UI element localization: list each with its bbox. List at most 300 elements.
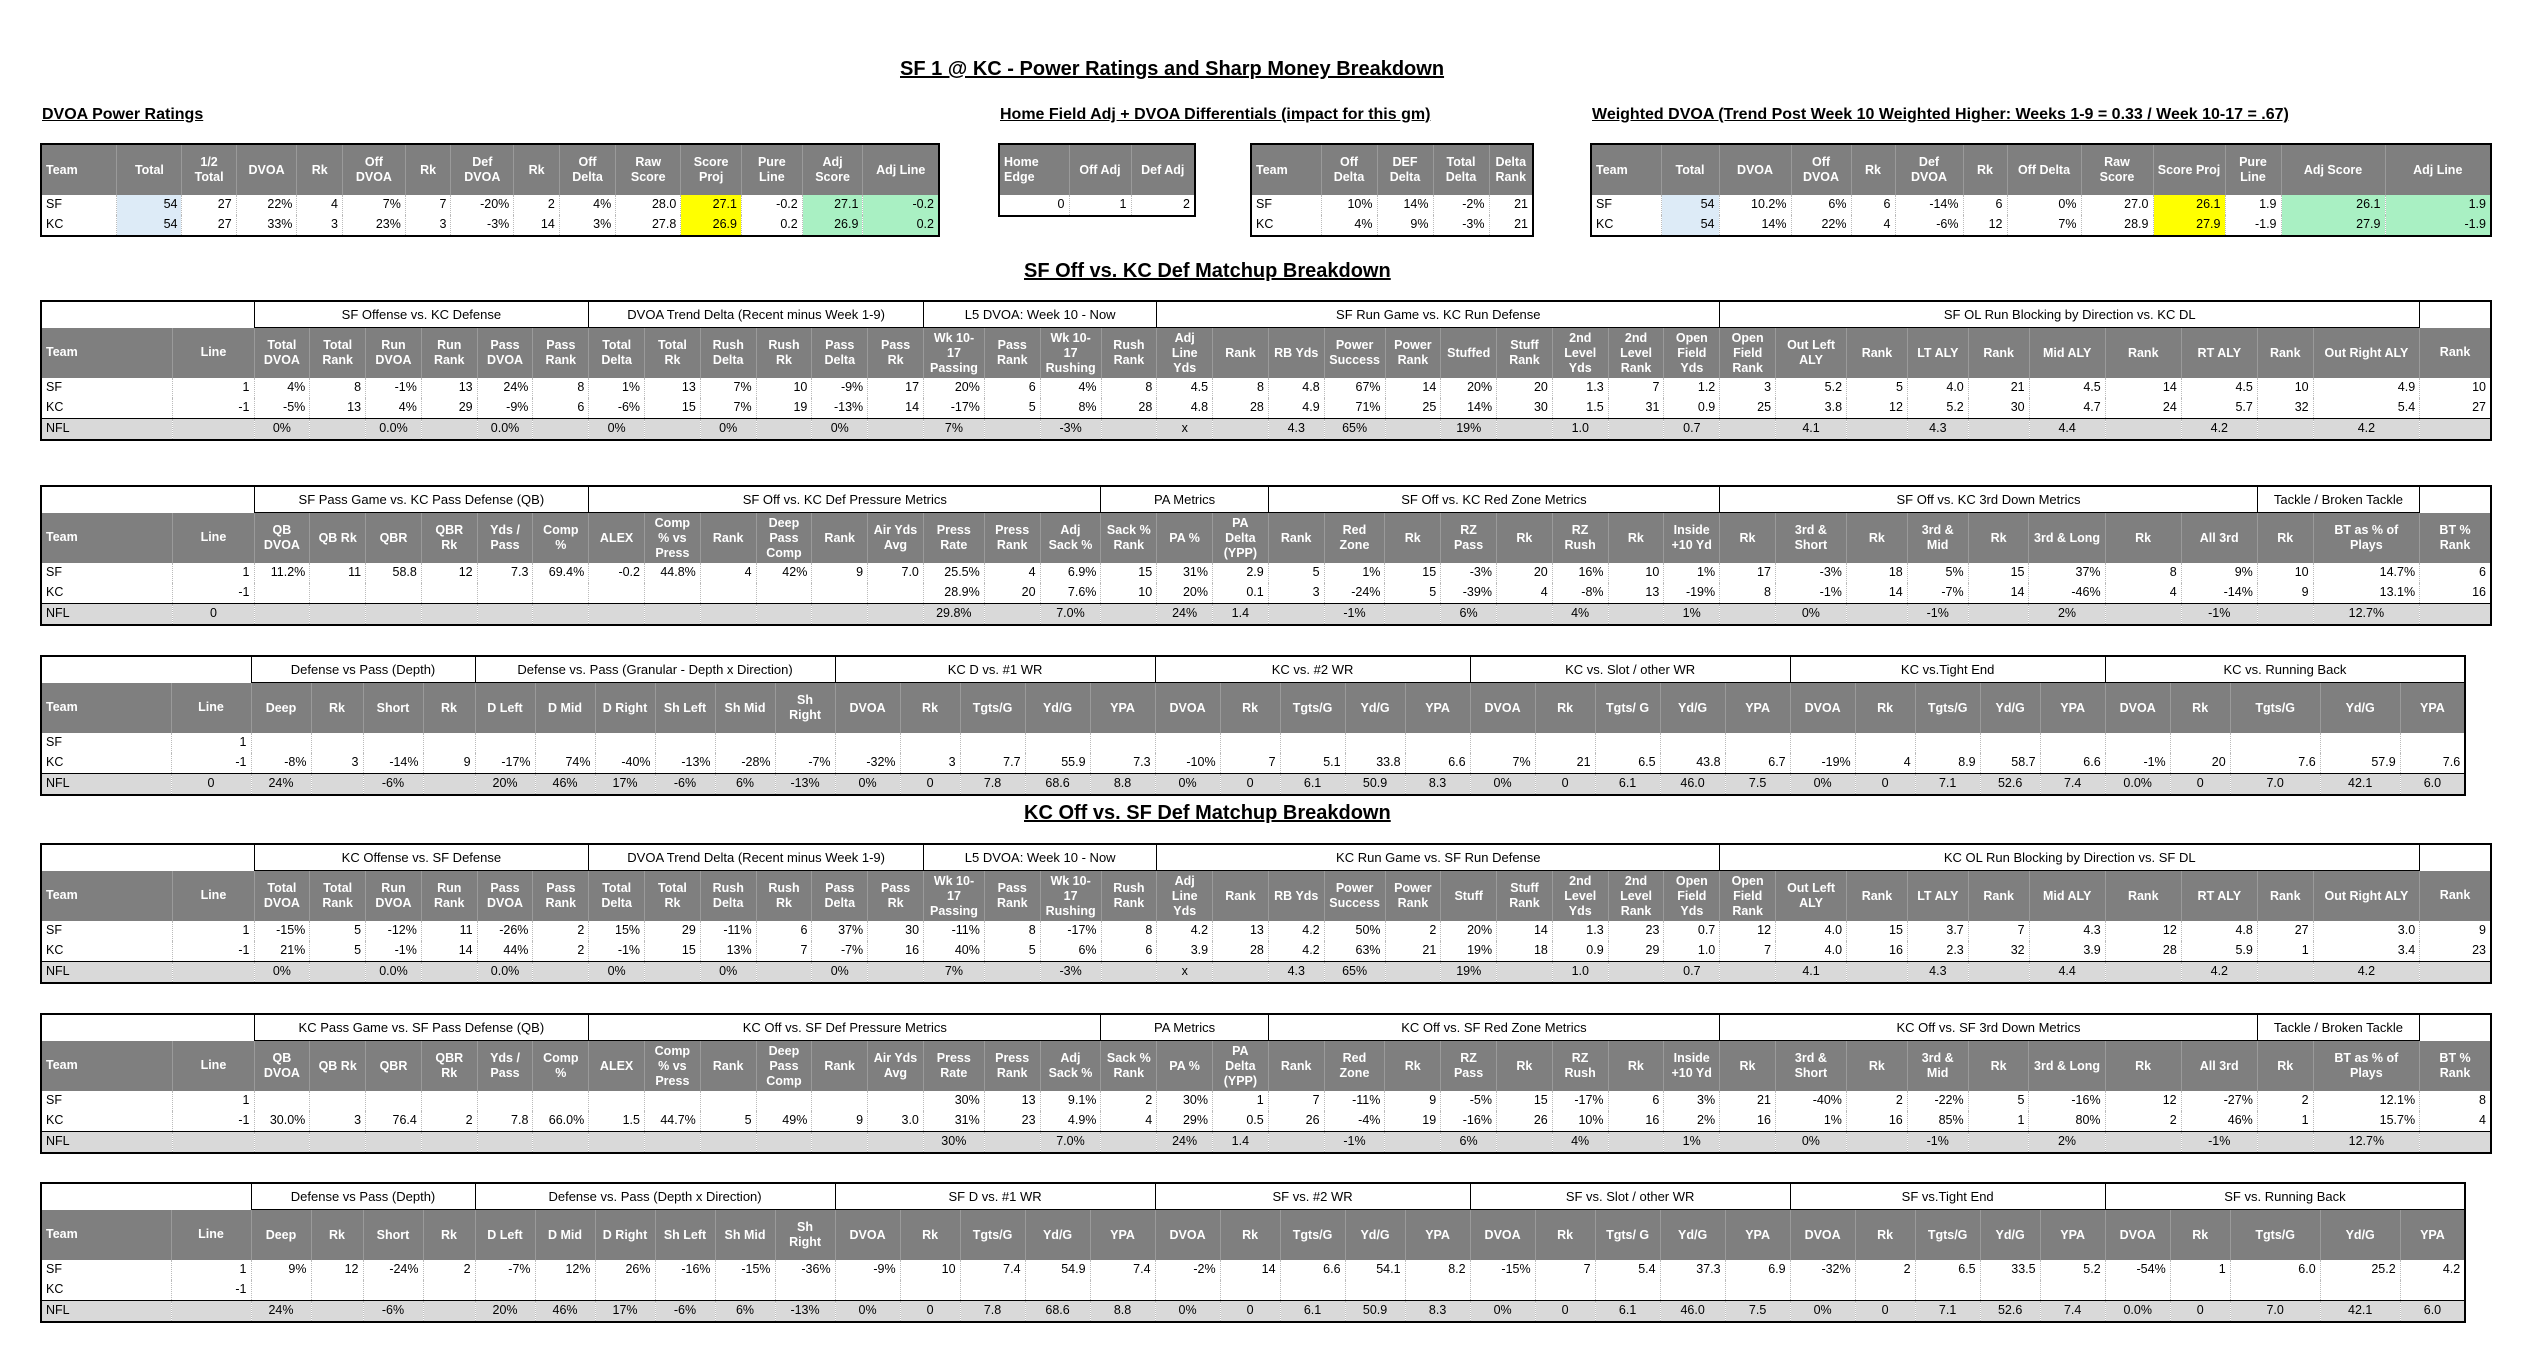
column-header: DVOA: [1155, 683, 1220, 734]
column-header: 3rd & Long: [2029, 1041, 2105, 1092]
table-cell: 13: [645, 378, 701, 398]
column-header: QB Rk: [310, 1041, 366, 1092]
table-cell: [2105, 962, 2181, 984]
table-cell: 29: [1608, 941, 1664, 962]
table-cell: [310, 962, 366, 984]
table-cell: [475, 1280, 535, 1301]
table-cell: 14%: [1441, 398, 1497, 419]
table-cell: [171, 1301, 251, 1323]
column-header: Stuff Rank: [1497, 871, 1553, 922]
column-header: Off Delta: [559, 144, 615, 195]
column-header: Total Rk: [645, 871, 701, 922]
table-cell: [1847, 962, 1908, 984]
column-header: 2nd Level Rank: [1608, 871, 1664, 922]
table-cell: [1720, 604, 1776, 626]
table-cell: [2040, 733, 2105, 753]
table-cell: [421, 583, 477, 604]
table-row: [41, 1091, 2491, 1111]
table-cell: 7: [1268, 1091, 1324, 1111]
table-cell: 4.8: [1157, 398, 1213, 419]
table-cell: [533, 1091, 589, 1111]
table-cell: 8: [1720, 583, 1776, 604]
column-header: PA %: [1157, 513, 1213, 564]
table-cell: 24%: [251, 1301, 311, 1323]
column-header: 3rd & Mid: [1907, 1041, 1968, 1092]
table-cell: -28%: [715, 753, 775, 774]
table-cell: 6%: [715, 1301, 775, 1323]
table-cell: [756, 583, 812, 604]
table-cell: [1720, 962, 1776, 984]
table-cell: -1%: [366, 378, 422, 398]
table-cell: 14: [514, 215, 560, 236]
table-cell: 0.0%: [477, 419, 533, 441]
table-cell: 8: [2105, 563, 2181, 583]
group-header: Defense vs Pass (Depth): [251, 656, 475, 683]
table-cell: 4.3: [1907, 962, 1968, 984]
table-cell: [2230, 1280, 2320, 1301]
table-cell: -3%: [451, 215, 514, 236]
table-cell: -46%: [2029, 583, 2105, 604]
column-header: Home Edge: [999, 144, 1069, 195]
table-cell: 3: [900, 753, 960, 774]
column-header: D Left: [475, 1210, 535, 1261]
sf-def-coverage-table: [40, 1182, 2466, 1323]
column-header: QBR: [366, 1041, 422, 1092]
group-header: SF Run Game vs. KC Run Defense: [1157, 301, 1720, 328]
table-cell: [984, 419, 1040, 441]
table-cell: 0.0%: [366, 962, 422, 984]
table-cell: 15: [1385, 563, 1441, 583]
column-header: RT ALY: [2181, 871, 2257, 922]
table-cell: 44%: [477, 941, 533, 962]
table-cell: 6%: [1441, 1132, 1497, 1154]
table-cell: 7: [1608, 378, 1664, 398]
table-cell: -1%: [1324, 604, 1385, 626]
table-cell: [1790, 733, 1855, 753]
table-cell: 16: [1608, 1111, 1664, 1132]
table-cell: [366, 1091, 422, 1111]
table-cell: [1345, 733, 1405, 753]
column-header: Rush Rk: [756, 328, 812, 379]
table-cell: KC: [41, 398, 173, 419]
table-cell: 69.4%: [533, 563, 589, 583]
group-header-row: [41, 656, 2465, 683]
column-header: QB DVOA: [254, 513, 310, 564]
table-cell: 5: [310, 921, 366, 941]
column-header: 3rd & Short: [1775, 1041, 1846, 1092]
column-header: YPA: [1405, 1210, 1470, 1261]
table-cell: 7.1: [1915, 774, 1980, 796]
column-header: QB DVOA: [254, 1041, 310, 1092]
table-cell: [251, 733, 311, 753]
column-header: Pure Line: [742, 144, 803, 195]
table-cell: 9: [2420, 921, 2491, 941]
table-cell: [421, 419, 477, 441]
table-cell: 4%: [1552, 604, 1608, 626]
column-header: Rk: [2105, 513, 2181, 564]
table-cell: -6%: [363, 1301, 423, 1323]
column-header: Line: [173, 513, 254, 564]
table-cell: [254, 1091, 310, 1111]
column-header: Tgts/G: [1915, 683, 1980, 734]
column-header: Rk: [2170, 1210, 2230, 1261]
table-cell: 14: [1846, 583, 1907, 604]
table-cell: [2105, 604, 2181, 626]
column-header-row: [1591, 144, 2491, 195]
column-header: Rank: [1268, 1041, 1324, 1092]
column-header: Rank: [812, 1041, 868, 1092]
table-cell: 10: [756, 378, 812, 398]
table-cell: 14: [1220, 1260, 1280, 1280]
table-cell: 4.0: [1776, 921, 1847, 941]
group-header: [41, 1183, 251, 1210]
column-header: Rk: [423, 683, 475, 734]
column-header: DVOA: [835, 1210, 900, 1261]
table-cell: [2420, 604, 2491, 626]
table-cell: -16%: [1441, 1111, 1497, 1132]
table-cell: [868, 419, 924, 441]
table-cell: 4%: [254, 378, 310, 398]
table-cell: [1720, 1132, 1776, 1154]
column-header: Adj Sack %: [1040, 513, 1101, 564]
table-cell: -15%: [1470, 1260, 1535, 1280]
table-cell: 13: [421, 378, 477, 398]
table-cell: -16%: [2029, 1091, 2105, 1111]
table-cell: [366, 1132, 422, 1154]
column-header: Comp %: [533, 513, 589, 564]
table-cell: 1%: [1775, 1111, 1846, 1132]
table-cell: -0.2: [742, 195, 803, 215]
column-header: YPA: [2040, 1210, 2105, 1261]
table-cell: -1%: [589, 941, 645, 962]
column-header: Rank: [700, 1041, 756, 1092]
column-header: Rk: [1385, 513, 1441, 564]
table-cell: 0%: [700, 962, 756, 984]
table-cell: [812, 583, 868, 604]
table-cell: [421, 604, 477, 626]
column-header: Press Rate: [923, 513, 984, 564]
table-cell: [1405, 1280, 1470, 1301]
column-header: Team: [41, 328, 173, 379]
table-cell: 1.5: [1552, 398, 1608, 419]
table-cell: [2040, 1280, 2105, 1301]
table-cell: 44.8%: [644, 563, 700, 583]
table-cell: 0.9: [1552, 941, 1608, 962]
table-cell: 1: [171, 1260, 251, 1280]
table-cell: 14%: [1377, 195, 1433, 215]
column-header: Tgts/ G: [1595, 1210, 1660, 1261]
group-header: KC OL Run Blocking by Direction vs. SF DL: [1720, 844, 2420, 871]
column-header: DVOA: [236, 144, 297, 195]
table-cell: 54: [1661, 215, 1719, 236]
table-cell: 0%: [835, 1301, 900, 1323]
column-header: Stuffed: [1441, 328, 1497, 379]
column-header: 3rd & Long: [2029, 513, 2105, 564]
home-edge-table: [998, 143, 1196, 217]
column-header: Rk: [297, 144, 343, 195]
column-header: Rk: [1846, 513, 1907, 564]
table-cell: 12.7%: [2313, 1132, 2420, 1154]
table-cell: 25.2: [2320, 1260, 2400, 1280]
table-cell: [1101, 604, 1157, 626]
table-cell: SF: [1591, 195, 1661, 215]
column-header: Rk: [1496, 513, 1552, 564]
table-cell: 1: [173, 563, 254, 583]
table-cell: 27: [2257, 921, 2313, 941]
column-header: LT ALY: [1907, 328, 1968, 379]
nfl-average-row: [41, 962, 2491, 984]
table-cell: 7: [405, 195, 451, 215]
table-cell: 9%: [251, 1260, 311, 1280]
table-cell: -1%: [2105, 753, 2170, 774]
column-header: Total DVOA: [254, 328, 310, 379]
group-header: KC Pass Game vs. SF Pass Defense (QB): [254, 1014, 589, 1041]
table-cell: [1855, 1280, 1915, 1301]
table-cell: 5.2: [1907, 398, 1968, 419]
table-cell: [310, 419, 366, 441]
column-header: Rk: [1720, 513, 1776, 564]
table-cell: 15: [1496, 1091, 1552, 1111]
table-cell: [310, 1132, 366, 1154]
column-header: QBR Rk: [421, 1041, 477, 1092]
table-cell: 4.2: [2181, 419, 2257, 441]
table-cell: -1%: [1907, 1132, 1968, 1154]
table-row: [1251, 195, 1533, 215]
table-cell: [1846, 1132, 1907, 1154]
table-cell: -13%: [775, 774, 835, 796]
column-header: YPA: [2040, 683, 2105, 734]
table-cell: 57.9: [2320, 753, 2400, 774]
column-header: Yd/G: [1345, 683, 1405, 734]
table-cell: [1968, 962, 2029, 984]
table-cell: [2420, 1132, 2491, 1154]
column-header: Inside +10 Yd: [1664, 513, 1720, 564]
table-cell: 12: [1720, 921, 1776, 941]
table-cell: 6.5: [1595, 753, 1660, 774]
table-cell: -19%: [1664, 583, 1720, 604]
nfl-average-row: [41, 604, 2491, 626]
table-cell: -8%: [251, 753, 311, 774]
column-header: Adj Line: [863, 144, 939, 195]
column-header: Total Rank: [310, 328, 366, 379]
table-cell: 14: [868, 398, 924, 419]
table-cell: [589, 604, 645, 626]
table-cell: 2: [2105, 1111, 2181, 1132]
group-header: [41, 656, 251, 683]
table-cell: -1%: [366, 941, 422, 962]
table-cell: [1090, 733, 1155, 753]
table-cell: 2: [423, 1260, 475, 1280]
column-header: Rk: [405, 144, 451, 195]
table-cell: 6.1: [1595, 1301, 1660, 1323]
table-cell: 14%: [1719, 215, 1791, 236]
column-header: Out Left ALY: [1776, 328, 1847, 379]
table-cell: 10: [1101, 583, 1157, 604]
column-header: Press Rate: [923, 1041, 984, 1092]
column-header: Power Rank: [1385, 871, 1441, 922]
table-cell: 5: [700, 1111, 756, 1132]
table-cell: 10.2%: [1719, 195, 1791, 215]
table-cell: 0%: [812, 962, 868, 984]
group-header: L5 DVOA: Week 10 - Now: [924, 844, 1157, 871]
table-cell: [589, 1132, 645, 1154]
table-cell: KC: [1591, 215, 1661, 236]
column-header: Tgts/G: [960, 683, 1025, 734]
table-row: [41, 733, 2465, 753]
table-cell: 0.1: [1212, 583, 1268, 604]
table-cell: 19: [1385, 1111, 1441, 1132]
table-cell: [1915, 733, 1980, 753]
column-header: Sh Mid: [715, 683, 775, 734]
table-cell: 4.2: [2400, 1260, 2465, 1280]
column-header: Rk: [1220, 683, 1280, 734]
table-cell: -40%: [595, 753, 655, 774]
column-header: D Mid: [535, 683, 595, 734]
table-cell: 0.0%: [2105, 1301, 2170, 1323]
table-cell: [173, 1132, 254, 1154]
table-cell: 0.7: [1664, 419, 1720, 441]
table-cell: 26: [1268, 1111, 1324, 1132]
column-header: RB Yds: [1268, 871, 1324, 922]
table-cell: [311, 733, 363, 753]
table-cell: 6.6: [2040, 753, 2105, 774]
table-cell: 85%: [1907, 1111, 1968, 1132]
group-header-row: [41, 844, 2491, 871]
group-header: DVOA Trend Delta (Recent minus Week 1-9): [589, 301, 924, 328]
table-cell: 29: [645, 921, 701, 941]
kc-off-run-table: [40, 843, 2492, 984]
table-cell: 27.0: [2081, 195, 2153, 215]
column-header: D Right: [595, 683, 655, 734]
table-cell: [756, 962, 812, 984]
table-cell: 25: [1385, 398, 1441, 419]
table-cell: 0.7: [1664, 962, 1720, 984]
table-cell: 4: [2105, 583, 2181, 604]
table-cell: [254, 583, 310, 604]
table-cell: 4%: [559, 195, 615, 215]
kc-off-pass-table: [40, 1013, 2492, 1154]
table-cell: 27.9: [2281, 215, 2385, 236]
table-row: [41, 1260, 2465, 1280]
table-cell: 5: [310, 941, 366, 962]
table-cell: 14: [1497, 921, 1553, 941]
column-header: Power Success: [1324, 871, 1385, 922]
table-cell: 7%: [1470, 753, 1535, 774]
table-cell: -15%: [254, 921, 310, 941]
table-cell: [960, 733, 1025, 753]
table-cell: 7.6: [2230, 753, 2320, 774]
table-cell: [1608, 604, 1664, 626]
table-cell: 3.8: [1776, 398, 1847, 419]
table-cell: 1%: [1324, 563, 1385, 583]
table-cell: x: [1157, 962, 1213, 984]
column-header-row: [41, 513, 2491, 564]
table-cell: 42.1: [2320, 774, 2400, 796]
column-header: Press Rank: [984, 1041, 1040, 1092]
table-cell: 6.6: [1280, 1260, 1345, 1280]
table-cell: [1220, 1280, 1280, 1301]
table-cell: 9: [1385, 1091, 1441, 1111]
column-header: Yds / Pass: [477, 513, 533, 564]
table-cell: 4: [1101, 1111, 1157, 1132]
table-cell: 5.7: [2181, 398, 2257, 419]
table-cell: 8: [1213, 378, 1269, 398]
table-cell: 0: [2170, 774, 2230, 796]
column-header: Wk 10-17 Rushing: [1040, 328, 1101, 379]
group-header: SF vs. Slot / other WR: [1470, 1183, 1790, 1210]
table-cell: [475, 733, 535, 753]
column-header: Total Delta: [1433, 144, 1489, 195]
table-cell: 0%: [254, 962, 310, 984]
table-cell: 0%: [700, 419, 756, 441]
table-cell: 0%: [1155, 1301, 1220, 1323]
table-cell: -39%: [1441, 583, 1497, 604]
table-cell: NFL: [41, 604, 173, 626]
column-header: Sack % Rank: [1101, 513, 1157, 564]
table-cell: 1%: [1664, 563, 1720, 583]
column-header-row: [1251, 144, 1533, 195]
table-cell: [366, 604, 422, 626]
table-cell: 7.4: [2040, 774, 2105, 796]
table-cell: 22%: [1791, 215, 1851, 236]
table-cell: -16%: [655, 1260, 715, 1280]
table-cell: 33.5: [1980, 1260, 2040, 1280]
table-cell: 21%: [254, 941, 310, 962]
table-cell: 7%: [700, 378, 756, 398]
column-header: DVOA: [2105, 683, 2170, 734]
table-row: [41, 195, 939, 215]
column-header: Adj Score: [802, 144, 863, 195]
table-cell: 8.2: [1405, 1260, 1470, 1280]
table-cell: -2%: [1433, 195, 1489, 215]
table-cell: 32: [1968, 941, 2029, 962]
table-cell: 0.2: [863, 215, 939, 236]
table-cell: 4.2: [2181, 962, 2257, 984]
table-cell: [1220, 733, 1280, 753]
table-cell: 14: [1968, 583, 2029, 604]
table-cell: 0%: [812, 419, 868, 441]
column-header: D Mid: [535, 1210, 595, 1261]
column-header: Adj Line Yds: [1157, 328, 1213, 379]
table-cell: 4.0: [1776, 941, 1847, 962]
table-cell: SF: [1251, 195, 1321, 215]
table-cell: 1.2: [1664, 378, 1720, 398]
table-cell: [1155, 733, 1220, 753]
column-header: ALEX: [589, 1041, 645, 1092]
table-cell: [1025, 1280, 1090, 1301]
group-header: KC Off vs. SF Def Pressure Metrics: [589, 1014, 1101, 1041]
table-cell: 6: [756, 921, 812, 941]
table-cell: 7.6%: [1040, 583, 1101, 604]
column-header: Rush Delta: [700, 871, 756, 922]
table-cell: 20%: [475, 774, 535, 796]
table-cell: [477, 604, 533, 626]
table-cell: 74%: [535, 753, 595, 774]
table-cell: [423, 774, 475, 796]
column-header: Pass Rank: [533, 328, 589, 379]
column-header: Adj Sack %: [1040, 1041, 1101, 1092]
table-cell: 2%: [2029, 604, 2105, 626]
table-cell: 9.1%: [1040, 1091, 1101, 1111]
column-header: Score Proj: [681, 144, 742, 195]
table-row: [41, 583, 2491, 604]
nfl-average-row: [41, 1132, 2491, 1154]
table-row: [41, 941, 2491, 962]
table-cell: 21: [1489, 195, 1533, 215]
table-cell: -11%: [700, 921, 756, 941]
table-cell: 23%: [342, 215, 405, 236]
table-cell: 5: [1385, 583, 1441, 604]
